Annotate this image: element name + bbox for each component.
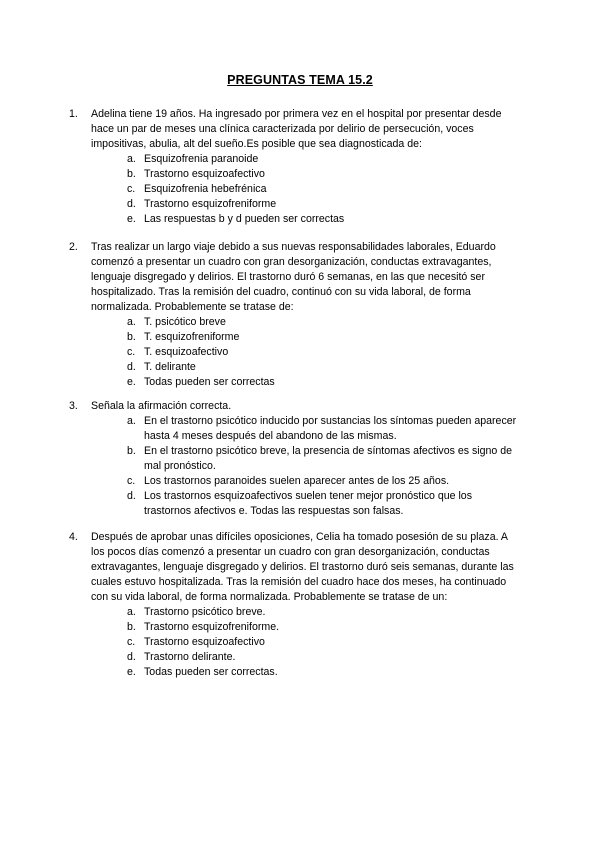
option-letter: d. [127,198,136,210]
option-text: Esquizofrenia paranoide [144,153,259,165]
option-list [91,152,521,227]
option-item [91,444,521,474]
option-text: En el trastorno psicótico inducido por sustancias los síntomas pueden aparecer hasta 4 meses después del abandono de las mismas. [144,415,517,442]
option-list [91,605,521,680]
option-letter: e. [127,666,136,678]
question-4 [69,530,521,680]
option-item [91,489,521,519]
option-text: T. esquizofreniforme [144,331,240,343]
option-letter: c. [127,475,136,487]
option-letter: b. [127,168,136,180]
option-text: Trastorno delirante. [144,651,236,663]
option-letter: c. [127,183,136,195]
option-item [91,315,521,330]
option-item [91,375,521,390]
question-text: Adelina tiene 19 años. Ha ingresado por primera vez en el hospital por presentar desde hace un par de meses una clínica caracterizada por delirio de persecución, voces impositivas, abulia, alt del sueño.Es posible que sea diagnosticada de: [91,108,502,150]
option-letter: e. [127,376,136,388]
question-number: 2. [69,241,78,253]
option-letter: a. [127,606,136,618]
option-text: Trastorno esquizofreniforme. [144,621,280,633]
option-text: En el trastorno psicótico breve, la presencia de síntomas afectivos es signo de mal pronóstico. [144,445,513,472]
option-text: Trastorno esquizoafectivo [144,168,265,180]
option-text: Esquizofrenia hebefrénica [144,183,267,195]
option-list [91,315,521,390]
option-letter: a. [127,415,136,427]
option-item [91,330,521,345]
option-item [91,167,521,182]
option-text: Todas pueden ser correctas [144,376,275,388]
option-text: Trastorno esquizofreniforme [144,198,277,210]
option-item [91,474,521,489]
option-item [91,360,521,375]
question-3 [69,399,521,519]
page-title: PREGUNTAS TEMA 15.2 [227,73,373,87]
option-letter: b. [127,445,136,457]
option-text: Trastorno psicótico breve. [144,606,266,618]
option-letter: a. [127,153,136,165]
option-letter: d. [127,651,136,663]
option-letter: d. [127,490,136,502]
option-text: T. esquizoafectivo [144,346,229,358]
option-item [91,650,521,665]
question-number: 1. [69,108,78,120]
option-item [91,635,521,650]
option-text: Las respuestas b y d pueden ser correctas [144,213,345,225]
option-text: Los trastornos esquizoafectivos suelen tener mejor pronóstico que los trastornos afectivos e. Todas las respuestas son falsas. [144,490,472,517]
option-text: Todas pueden ser correctas. [144,666,278,678]
question-text: Tras realizar un largo viaje debido a sus nuevas responsabilidades laborales, Eduardo comenzó a presentar un cuadro con gran desorganización, conductas extravagantes, lenguaje disgregado y delirios. El trastorno duró 6 semanas, en las que necesitó ser hospitalizado. Tras la remisión del cuadro, continuó con su vida laboral, de forma normalizada. Probablemente se tratase de: [91,241,496,313]
question-text: Después de aprobar unas difíciles oposiciones, Celia ha tomado posesión de su plaza. A los pocos días comenzó a presentar un cuadro con gran desorganización, conductas extravagantes, lenguaje disgregado y delirios. El trastorno duró seis semanas, durante las cuales estuvo hospitalizada. Tras la remisión del cuadro hace dos meses, ha continuado con su vida laboral, de forma normalizada. Probablemente se tratase de un: [91,531,514,603]
option-item [91,345,521,360]
option-text: T. delirante [144,361,196,373]
option-list [91,414,521,519]
option-item [91,182,521,197]
option-text: Los trastornos paranoides suelen aparecer antes de los 25 años. [144,475,450,487]
option-letter: b. [127,621,136,633]
question-text: Señala la afirmación correcta. [91,400,232,412]
option-item [91,665,521,680]
option-item [91,152,521,167]
option-item [91,197,521,212]
question-1 [69,107,521,227]
option-text: T. psicótico breve [144,316,226,328]
option-item [91,620,521,635]
option-letter: c. [127,346,136,358]
option-letter: b. [127,331,136,343]
option-item [91,414,521,444]
option-letter: a. [127,316,136,328]
question-number: 4. [69,531,78,543]
question-number: 3. [69,400,78,412]
option-text: Trastorno esquizoafectivo [144,636,265,648]
question-2 [69,240,521,390]
option-letter: d. [127,361,136,373]
option-item [91,605,521,620]
option-item [91,212,521,227]
option-letter: c. [127,636,136,648]
option-letter: e. [127,213,136,225]
